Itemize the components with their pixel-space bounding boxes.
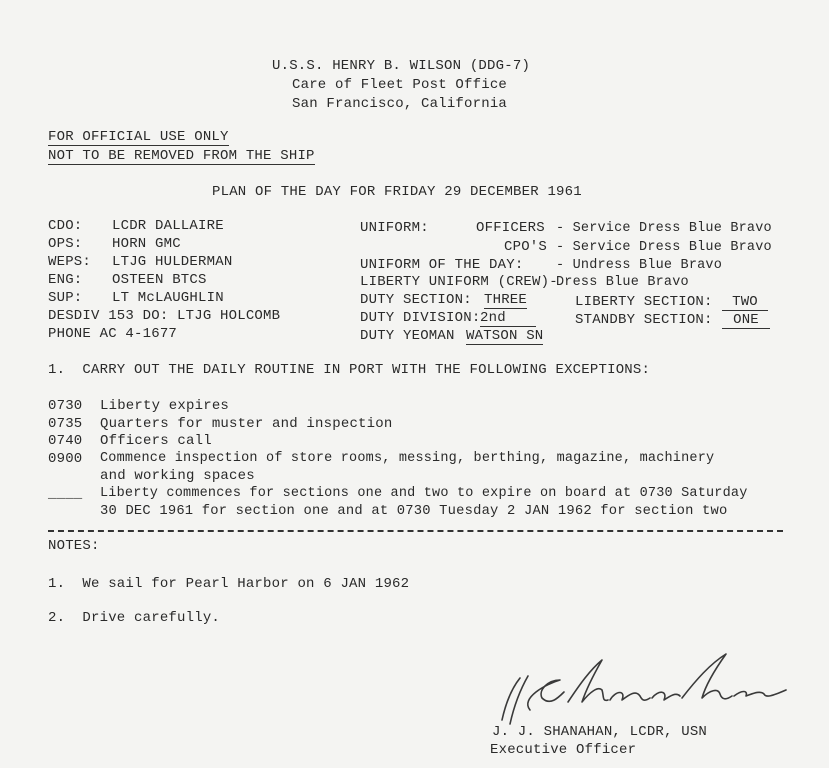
note-item: 1. We sail for Pearl Harbor on 6 JAN 1962 [48,576,410,592]
duty-division-value: 2nd [480,310,536,327]
uniform-label: UNIFORM: [360,220,429,236]
handwritten-signature [490,650,800,726]
schedule-text: Officers call [100,433,212,449]
duty-section-value: THREE [484,292,528,308]
officer-name: OSTEEN BTCS [112,272,207,288]
note-item: 2. Drive carefully. [48,610,221,626]
duty-section-label: DUTY SECTION: [360,292,472,308]
duty-division-label: DUTY DIVISION: [360,310,481,326]
standby-section-label: STANDBY SECTION: [575,312,713,328]
ship-name: U.S.S. HENRY B. WILSON (DDG-7) [272,58,531,74]
schedule-text: Liberty expires [100,398,230,414]
item-1-instruction: 1. CARRY OUT THE DAILY ROUTINE IN PORT WITH THE FOLLOWING EXCEPTIONS: [48,362,651,378]
schedule-time: 0740 [48,433,83,449]
standby-section-value: ONE [722,312,770,329]
schedule-time: 0735 [48,416,83,432]
signatory-name: J. J. SHANAHAN, LCDR, USN [492,724,708,740]
uniform-of-day-label: UNIFORM OF THE DAY: [360,257,524,273]
officer-role: SUP: [48,290,83,306]
notes-label: NOTES: [48,538,100,554]
fleet-post-office: Care of Fleet Post Office [292,77,508,93]
schedule-time: 0730 [48,398,83,414]
liberty-uniform-value: Dress Blue Bravo [556,275,689,290]
officer-role: WEPS: [48,254,92,270]
officer-name: LT McLAUGHLIN [112,290,224,306]
officer-role: ENG: [48,272,83,288]
uniform-officers-value: - Service Dress Blue Bravo [556,221,772,236]
schedule-text: Quarters for muster and inspection [100,416,393,432]
uniform-of-day-value: - Undress Blue Bravo [556,258,723,273]
officer-role: OPS: [48,236,83,252]
schedule-text-continued: 30 DEC 1961 for section one and at 0730 Tuesday 2 JAN 1962 for section two [100,504,728,519]
schedule-time-blank: ____ [48,486,83,502]
officer-name: LCDR DALLAIRE [112,218,224,234]
phone-number: PHONE AC 4-1677 [48,326,178,342]
signatory-title: Executive Officer [490,742,637,758]
officer-name: HORN GMC [112,236,181,252]
uniform-cpos-value: - Service Dress Blue Bravo [556,240,772,255]
schedule-text: Commence inspection of store rooms, messing, berthing, magazine, machinery [100,451,715,466]
schedule-text: Liberty commences for sections one and two to expire on board at 0730 Saturday [100,486,748,501]
duty-yeoman-value: WATSON SN [466,328,544,344]
uniform-cpos-label: CPO'S [504,239,548,255]
ship-location: San Francisco, California [292,96,508,112]
do-not-remove-notice: NOT TO BE REMOVED FROM THE SHIP [48,148,315,164]
officer-name: LTJG HULDERMAN [112,254,233,270]
dashed-divider [48,530,783,532]
liberty-section-label: LIBERTY SECTION: [575,294,713,310]
duty-yeoman-label: DUTY YEOMAN [360,328,455,344]
officer-role: CDO: [48,218,83,234]
official-use-notice: FOR OFFICIAL USE ONLY [48,129,229,145]
page-title: PLAN OF THE DAY FOR FRIDAY 29 DECEMBER 1961 [212,184,582,200]
uniform-officers-label: OFFICERS [476,220,545,236]
schedule-text-continued: and working spaces [100,468,255,484]
liberty-uniform-label: LIBERTY UNIFORM (CREW)- [360,274,558,290]
liberty-section-value: TWO [722,294,768,311]
schedule-time: 0900 [48,451,83,467]
desdiv-duty-officer: DESDIV 153 DO: LTJG HOLCOMB [48,308,281,324]
